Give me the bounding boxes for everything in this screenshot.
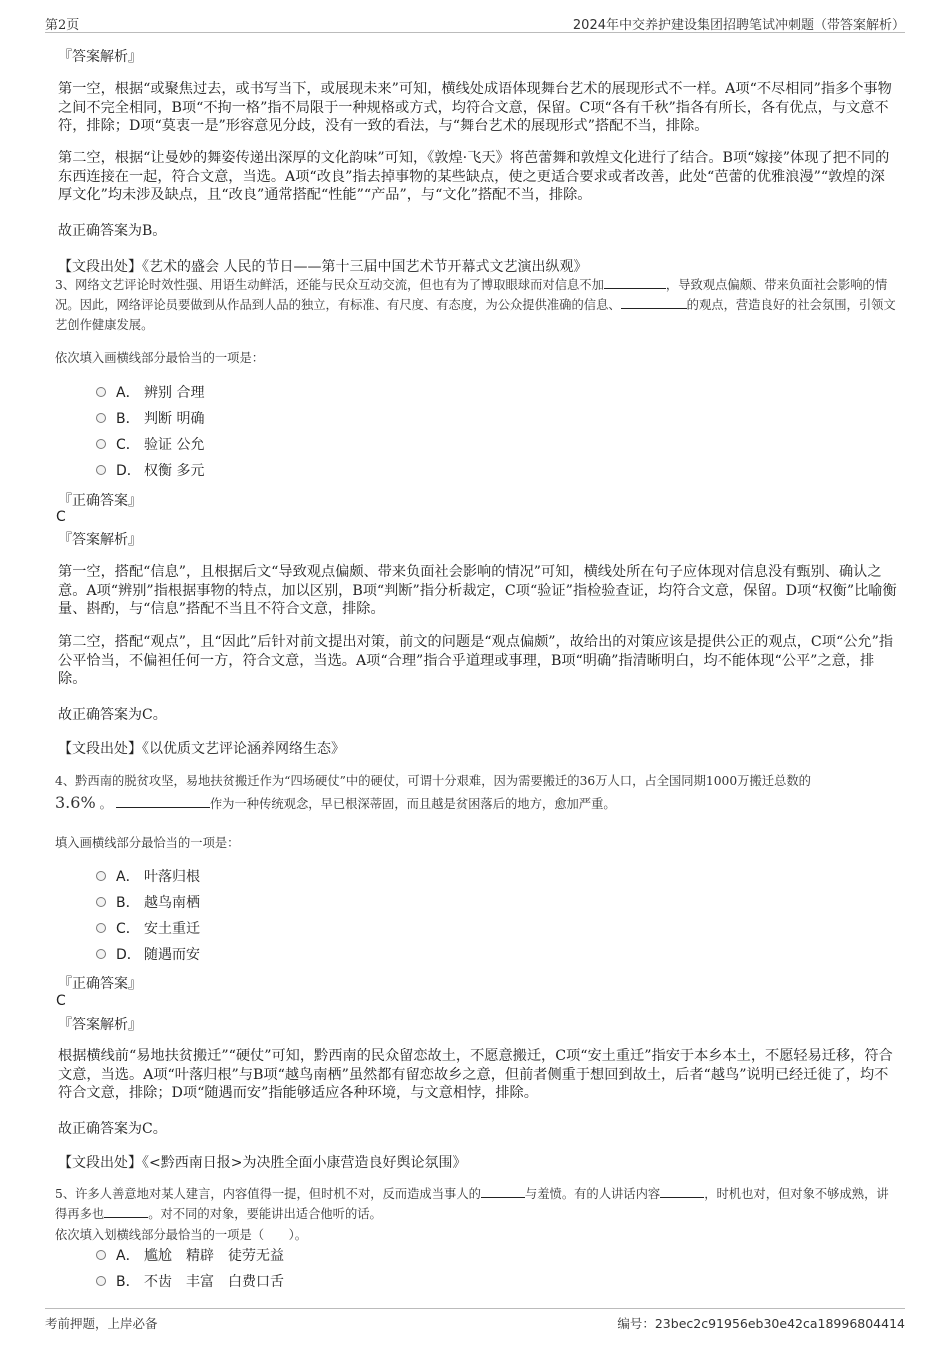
q3-option-d[interactable]: D． 权衡 多元: [96, 461, 204, 481]
radio-icon[interactable]: [96, 923, 106, 933]
q4-correct-label: 『正确答案』: [58, 976, 142, 992]
q4-correct-answer: C: [56, 993, 66, 1009]
q4-stem: 4、黔西南的脱贫攻坚，易地扶贫搬迁作为“四场硬仗”中的硬仗，可谓十分艰难，因为需要搬迁的36万人口，占全国同期1000万搬迁总数的 3.6% 。 作为一种传统观念，早已根深蒂固，而且越是贫困落后的地方，愈加严重。: [55, 774, 811, 812]
page-header: [45, 12, 905, 33]
q2-analysis-para2: 第二空，根据“让曼妙的舞姿传递出深厚的文化韵味”可知，《敦煌·飞天》将芭蕾舞和敦煌文化进行了结合。B项“嫁接”体现了把不同的东西连接在一起，符合文意，当选。A项“改良”指去掉事物的某些缺点，使之更适合要求或者改善，此处“芭蕾的优雅浪漫”“敦煌的深厚文化”均未涉及缺点，且“改良”通常搭配“性能”“产品”，与“文化”搭配不当，排除。: [58, 150, 890, 203]
q3-blank-2: [621, 296, 687, 309]
q3-correct-answer: C: [56, 509, 66, 525]
q4-option-a[interactable]: A． 叶落归根: [96, 867, 200, 887]
q5-stem: 5、许多人善意地对某人建言，内容值得一提，但时机不对，反而造成当事人的 与羞愤。有的人讲话内容 ，时机也对，但对象不够成熟，讲得再多也 。对不同的对象，要能讲出适合他听的话。: [55, 1187, 889, 1221]
q4-conclusion: 故正确答案为C。: [58, 1121, 167, 1137]
radio-icon[interactable]: [96, 897, 106, 907]
q3-analysis-label: 『答案解析』: [58, 532, 142, 548]
q5-option-a[interactable]: A． 尴尬 精辟 徒劳无益: [96, 1246, 284, 1266]
footer-slogan: 考前押题，上岸必备: [45, 1316, 158, 1331]
q3-conclusion: 故正确答案为C。: [58, 707, 167, 723]
radio-icon[interactable]: [96, 387, 106, 397]
q4-option-c[interactable]: C． 安土重迁: [96, 919, 200, 939]
q4-prompt: 填入画横线部分最恰当的一项是：: [55, 836, 240, 850]
radio-icon[interactable]: [96, 413, 106, 423]
q2-analysis-label: 『答案解析』: [58, 49, 142, 65]
q3-option-b[interactable]: B． 判断 明确: [96, 409, 204, 429]
q3-option-c[interactable]: C． 验证 公允: [96, 435, 204, 455]
q5-blank-3: [104, 1205, 148, 1218]
q3-option-a[interactable]: A． 辨别 合理: [96, 383, 204, 403]
radio-icon[interactable]: [96, 871, 106, 881]
q3-blank-1: [604, 276, 666, 289]
q5-blank-1: [481, 1185, 525, 1198]
q4-source: 【文段出处】《<黔西南日报>为决胜全面小康营造良好舆论氛围》: [58, 1155, 467, 1171]
radio-icon[interactable]: [96, 439, 106, 449]
q2-analysis-para1: 第一空，根据“或聚焦过去，或书写当下，或展现未来”可知，横线处成语体现舞台艺术的展现形式不一样。A项“不尽相同”指多个事物之间不完全相同，B项“不拘一格”指不局限于一种规格或方式，均符合文意，保留。C项“各有千秋”指各有所长，各有优点，与文意不符，排除；D项“莫衷一是”形容意见分歧，没有一致的看法，与“舞台艺术的展现形式”搭配不当，排除。: [58, 81, 892, 134]
q3-analysis-para1: 第一空，搭配“信息”，且根据后文“导致观点偏颇、带来负面社会影响的情况”可知，横线处所在句子应体现对信息没有甄别、确认之意。A项“辨别”指根据事物的特点，加以区别，B项“判断”指分析裁定，C项“验证”指检验查证，均符合文意，保留。D项“权衡”比喻衡量、斟酌，与“信息”搭配不当且不符合文意，排除。: [58, 564, 897, 617]
q3-stem: 3、网络文艺评论时效性强、用语生动鲜活，还能与民众互动交流，但也有为了博取眼球而对信息不加 ，导致观点偏颇、带来负面社会影响的情况。因此，网络评论员要做到从作品到人品的独立，有标准、有尺度、有态度，为公众提供准确的信息、 的观点，营造良好的社会氛围，引领文艺创作健康发展。: [55, 278, 896, 332]
q4-option-d[interactable]: D． 随遇而安: [96, 945, 200, 965]
q5-blank-2: [660, 1185, 704, 1198]
footer-code: 编号：23bec2c91956eb30e42ca18996804414: [617, 1316, 905, 1331]
q2-conclusion: 故正确答案为B。: [58, 223, 167, 239]
q3-source: 【文段出处】《以优质文艺评论涵养网络生态》: [58, 741, 345, 757]
page-footer: [45, 1308, 905, 1333]
q3-correct-label: 『正确答案』: [58, 493, 142, 509]
radio-icon[interactable]: [96, 1276, 106, 1286]
q4-blank: [116, 795, 210, 808]
q3-prompt: 依次填入画横线部分最恰当的一项是：: [55, 351, 265, 365]
q4-analysis-para1: 根据横线前“易地扶贫搬迁”“硬仗”可知，黔西南的民众留恋故土，不愿意搬迁，C项“安土重迁”指安于本乡本土，不愿轻易迁移，符合文意，当选。A项“叶落归根”与B项“越鸟南栖”虽然都有留恋故乡之意，但前者侧重于想回到故土，后者“越鸟”说明已经迁徙了，均不符合文意，排除；D项“随遇而安”指能够适应各种环境，与文意相悖，排除。: [58, 1048, 893, 1101]
radio-icon[interactable]: [96, 949, 106, 959]
q2-source: 【文段出处】《艺术的盛会 人民的节日——第十三届中国艺术节开幕式文艺演出纵观》: [58, 259, 588, 275]
q3-analysis-para2: 第二空，搭配“观点”，且“因此”后针对前文提出对策，前文的问题是“观点偏颇”，故给出的对策应该是提供公正的观点，C项“公允”指公平恰当，不偏袒任何一方，符合文意，当选。A项“合理”指合乎道理或事理，B项“明确”指清晰明白，均不能体现“公平”之意，排除。: [58, 634, 894, 687]
document-title: 2024年中交养护建设集团招聘笔试冲刺题（带答案解析）: [572, 18, 905, 33]
q5-option-b[interactable]: B． 不齿 丰富 白费口舌: [96, 1272, 284, 1292]
page-number: 第2页: [45, 18, 80, 33]
radio-icon[interactable]: [96, 465, 106, 475]
q4-percent: 3.6%: [55, 793, 96, 812]
q5-prompt: 依次填入划横线部分最恰当的一项是（ ）。: [55, 1228, 308, 1242]
q4-analysis-label: 『答案解析』: [58, 1017, 142, 1033]
q4-option-b[interactable]: B． 越鸟南栖: [96, 893, 200, 913]
radio-icon[interactable]: [96, 1250, 106, 1260]
